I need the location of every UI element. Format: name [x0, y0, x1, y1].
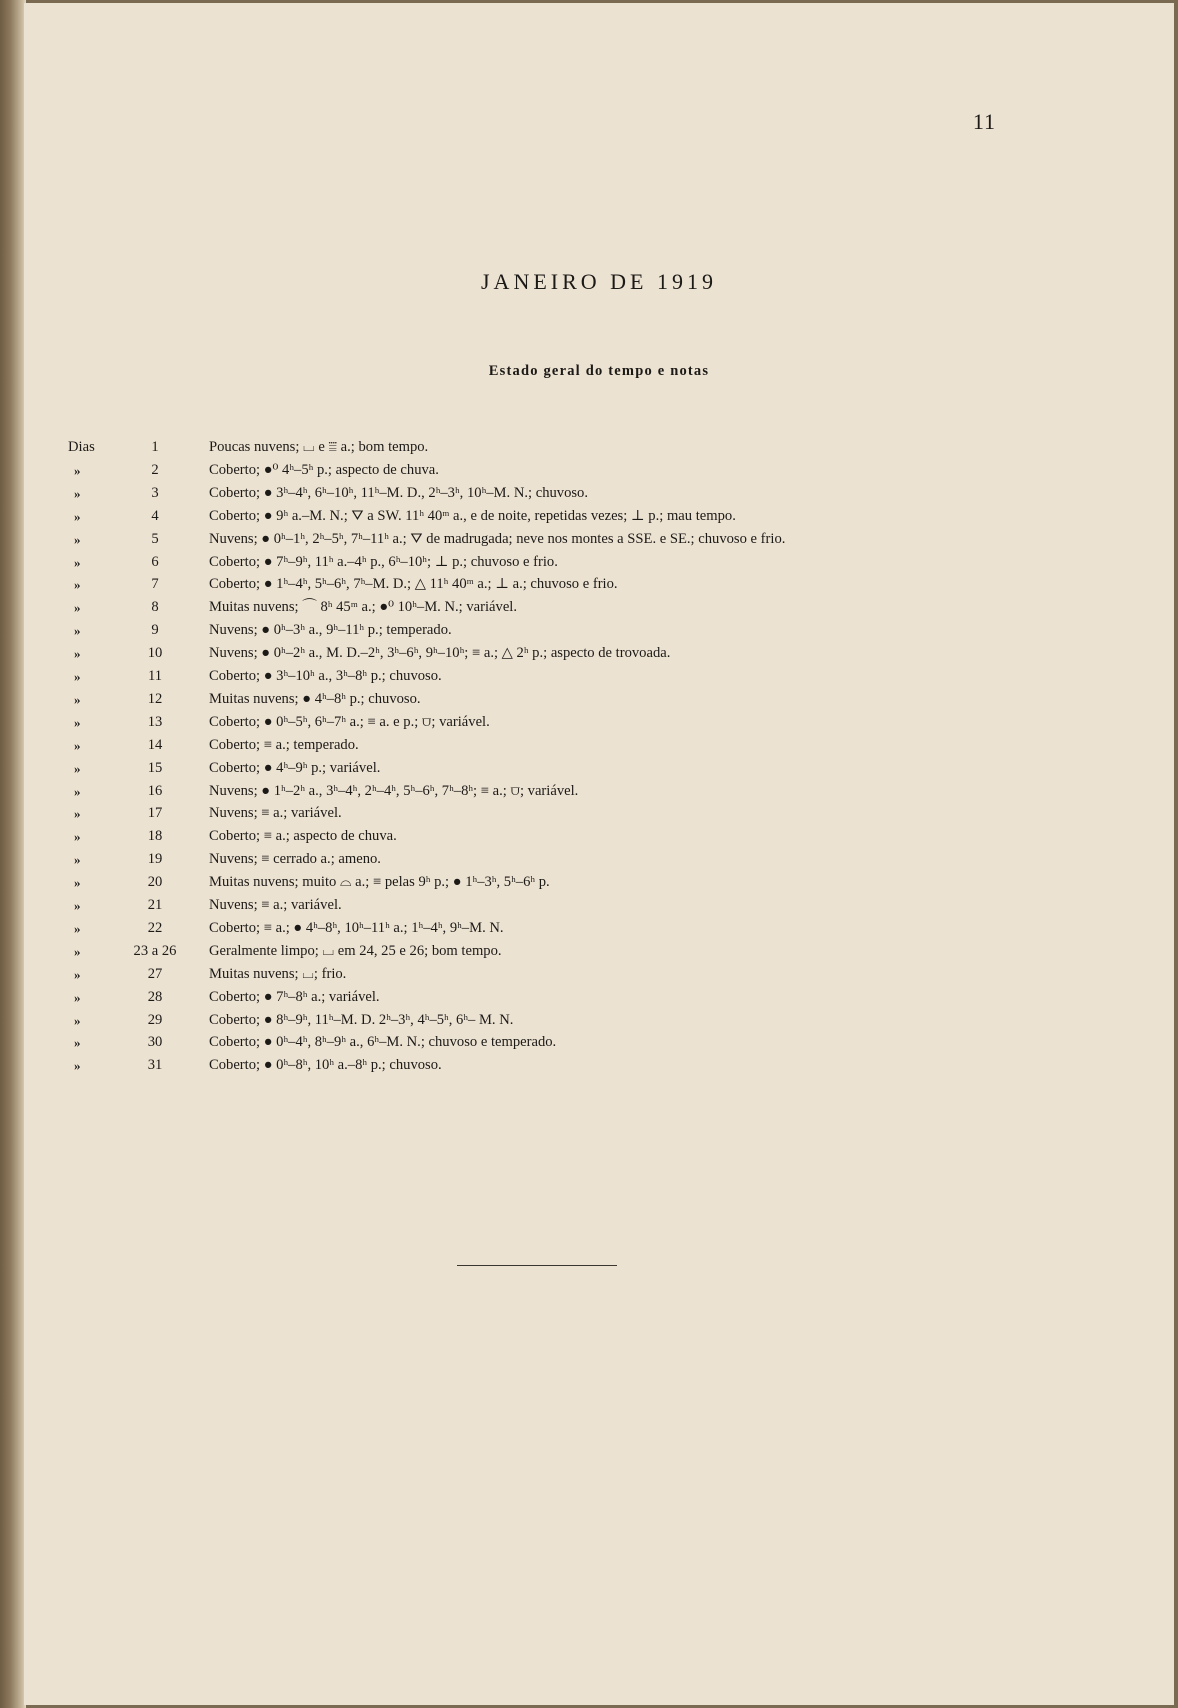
- day-number: 13: [147, 713, 163, 730]
- weather-description: Muitas nuvens; ⌒ 8ʰ 45ᵐ a.; ●⁰ 10ʰ–M. N.; variável.: [209, 599, 518, 616]
- table-row: [24, 802, 1124, 825]
- ditto-mark: »: [74, 760, 81, 776]
- day-number: 19: [147, 851, 163, 868]
- day-number: 30: [147, 1034, 163, 1051]
- weather-description: Coberto; ● 3ʰ–10ʰ a., 3ʰ–8ʰ p.; chuvoso.: [209, 668, 442, 684]
- ditto-mark: »: [74, 806, 81, 822]
- weather-description: Coberto; ● 7ʰ–9ʰ, 11ʰ a.–4ʰ p., 6ʰ–10ʰ; ⊥ p.; chuvoso e frio.: [209, 553, 558, 570]
- weather-description: Coberto; ● 0ʰ–4ʰ, 8ʰ–9ʰ a., 6ʰ–M. N.; chuvoso e temperado.: [209, 1034, 557, 1051]
- table-row: [24, 505, 1124, 528]
- table-row: [24, 642, 1124, 665]
- ditto-mark: »: [74, 920, 81, 936]
- ditto-mark: »: [74, 646, 81, 662]
- table-row: [24, 894, 1124, 917]
- day-number: 4: [151, 507, 159, 524]
- weather-description: Nuvens; ● 0ʰ–2ʰ a., M. D.–2ʰ, 3ʰ–6ʰ, 9ʰ–10ʰ; ≡ a.; △ 2ʰ p.; aspecto de trovoada.: [209, 645, 671, 662]
- weather-description: Muitas nuvens; muito ⌓ a.; ≡ pelas 9ʰ p.; ● 1ʰ–3ʰ, 5ʰ–6ʰ p.: [209, 874, 550, 891]
- table-row: [24, 573, 1124, 596]
- day-number: 16: [147, 782, 163, 799]
- table-row: [24, 711, 1124, 734]
- page-title: JANEIRO DE 1919: [481, 269, 717, 294]
- table-row: [24, 734, 1124, 757]
- ditto-mark: »: [74, 623, 81, 639]
- table-row: [24, 963, 1124, 986]
- book-binding: [0, 0, 26, 1708]
- ditto-mark: »: [74, 943, 81, 959]
- weather-description: Coberto; ● 8ʰ–9ʰ, 11ʰ–M. D. 2ʰ–3ʰ, 4ʰ–5ʰ, 6ʰ– M. N.: [209, 1011, 514, 1028]
- day-number: 21: [147, 897, 163, 913]
- table-row: [24, 1054, 1124, 1077]
- day-number: 22: [147, 919, 163, 936]
- weather-description: Coberto; ● 7ʰ–8ʰ a.; variável.: [209, 988, 380, 1005]
- table-row: [24, 1009, 1124, 1032]
- weather-description: Coberto; ● 3ʰ–4ʰ, 6ʰ–10ʰ, 11ʰ–M. D., 2ʰ–3ʰ, 10ʰ–M. N.; chuvoso.: [209, 484, 589, 501]
- ditto-mark: »: [74, 462, 81, 478]
- table-row: [24, 917, 1124, 940]
- ditto-mark: »: [74, 691, 81, 707]
- weather-description: Coberto; ≡ a.; aspecto de chuva.: [209, 828, 397, 845]
- separator-rule: [457, 1265, 617, 1266]
- day-number: 29: [147, 1011, 163, 1028]
- weather-description: Muitas nuvens; ⌴; frio.: [209, 965, 347, 982]
- dias-label: Dias: [68, 439, 95, 455]
- weather-description: Nuvens; ● 0ʰ–1ʰ, 2ʰ–5ʰ, 7ʰ–11ʰ a.; ⛛ de madrugada; neve nos montes a SSE. e SE.; chuvoso e frio.: [209, 530, 786, 547]
- ditto-mark: »: [74, 966, 81, 982]
- table-row: [24, 619, 1124, 642]
- ditto-mark: »: [74, 898, 81, 913]
- weather-description: Nuvens; ≡ a.; variável.: [209, 897, 342, 913]
- weather-description: Nuvens; ● 0ʰ–3ʰ a., 9ʰ–11ʰ p.; temperado.: [209, 622, 452, 639]
- section-subtitle: Estado geral do tempo e notas: [488, 363, 710, 379]
- day-number: 7: [151, 576, 159, 593]
- weather-description: Coberto; ● 0ʰ–8ʰ, 10ʰ a.–8ʰ p.; chuvoso.: [209, 1057, 442, 1074]
- ditto-mark: »: [74, 508, 81, 524]
- table-row: [24, 986, 1124, 1009]
- weather-description: Coberto; ● 9ʰ a.–M. N.; ⛛ a SW. 11ʰ 40ᵐ a., e de noite, repetidas vezes; ⊥ p.; mau tempo.: [209, 507, 736, 524]
- table-row: [24, 848, 1124, 871]
- table-row: [24, 551, 1124, 574]
- day-number: 5: [151, 530, 159, 547]
- weather-description: Coberto; ≡ a.; ● 4ʰ–8ʰ, 10ʰ–11ʰ a.; 1ʰ–4ʰ, 9ʰ–M. N.: [209, 919, 504, 936]
- day-number: 17: [147, 805, 163, 822]
- weather-description: Muitas nuvens; ● 4ʰ–8ʰ p.; chuvoso.: [209, 690, 421, 707]
- ditto-mark: »: [74, 875, 81, 891]
- weather-description: Coberto; ≡ a.; temperado.: [209, 736, 359, 753]
- weather-description: Nuvens; ● 1ʰ–2ʰ a., 3ʰ–4ʰ, 2ʰ–4ʰ, 5ʰ–6ʰ, 7ʰ–8ʰ; ≡ a.; ⩌; variável.: [209, 782, 579, 799]
- day-number: 20: [147, 874, 163, 891]
- table-row: [24, 436, 1124, 459]
- day-number: 10: [147, 645, 163, 662]
- day-number: 15: [147, 759, 163, 776]
- day-number: 9: [151, 622, 159, 639]
- ditto-mark: »: [74, 1012, 81, 1028]
- weather-description: Poucas nuvens; ⌴ e ⩸ a.; bom tempo.: [209, 439, 429, 455]
- weather-description: Coberto; ● 4ʰ–9ʰ p.; variável.: [209, 759, 381, 776]
- day-number: 12: [147, 690, 163, 707]
- ditto-mark: »: [74, 600, 81, 616]
- ditto-mark: »: [74, 829, 81, 845]
- table-row: [24, 528, 1124, 551]
- weather-description: Nuvens; ≡ cerrado a.; ameno.: [209, 851, 381, 868]
- table-row: [24, 688, 1124, 711]
- day-number: 6: [151, 553, 159, 570]
- ditto-mark: »: [74, 577, 81, 593]
- table-row: [24, 780, 1124, 803]
- table-row: [24, 459, 1124, 482]
- ditto-mark: »: [74, 485, 81, 501]
- ditto-mark: »: [74, 714, 81, 730]
- ditto-mark: »: [74, 669, 81, 684]
- weather-description: Geralmente limpo; ⌴ em 24, 25 e 26; bom tempo.: [209, 942, 502, 959]
- table-row: [24, 757, 1124, 780]
- table-row: [24, 482, 1124, 505]
- weather-description: Coberto; ●⁰ 4ʰ–5ʰ p.; aspecto de chuva.: [209, 461, 439, 478]
- table-row: [24, 871, 1124, 894]
- table-row: [24, 1031, 1124, 1054]
- day-number: 31: [147, 1057, 163, 1074]
- ditto-mark: »: [74, 852, 81, 868]
- day-number: 11: [147, 668, 163, 684]
- day-number: 23 a 26: [133, 942, 177, 959]
- day-number: 18: [147, 828, 163, 845]
- weather-description: Nuvens; ≡ a.; variável.: [209, 805, 342, 822]
- ditto-mark: »: [74, 1058, 81, 1074]
- day-number: 1: [151, 439, 159, 455]
- ditto-mark: »: [74, 783, 81, 799]
- day-number: 27: [147, 965, 163, 982]
- day-number: 3: [151, 484, 159, 501]
- ditto-mark: »: [74, 737, 81, 753]
- weather-description: Coberto; ● 1ʰ–4ʰ, 5ʰ–6ʰ, 7ʰ–M. D.; △ 11ʰ 40ᵐ a.; ⊥ a.; chuvoso e frio.: [209, 576, 618, 593]
- day-number: 14: [147, 736, 163, 753]
- day-number: 2: [151, 461, 159, 478]
- day-number: 8: [151, 599, 159, 616]
- ditto-mark: »: [74, 989, 81, 1005]
- page-number: 11: [972, 109, 996, 134]
- ditto-mark: »: [74, 531, 81, 547]
- ditto-mark: »: [74, 1035, 81, 1051]
- table-row: [24, 940, 1124, 963]
- document-page: [24, 3, 1174, 1705]
- table-row: [24, 596, 1124, 619]
- table-row: [24, 825, 1124, 848]
- table-row: [24, 665, 1124, 688]
- ditto-mark: »: [74, 554, 81, 570]
- weather-description: Coberto; ● 0ʰ–5ʰ, 6ʰ–7ʰ a.; ≡ a. e p.; ⩌; variável.: [209, 713, 490, 730]
- day-number: 28: [147, 988, 163, 1005]
